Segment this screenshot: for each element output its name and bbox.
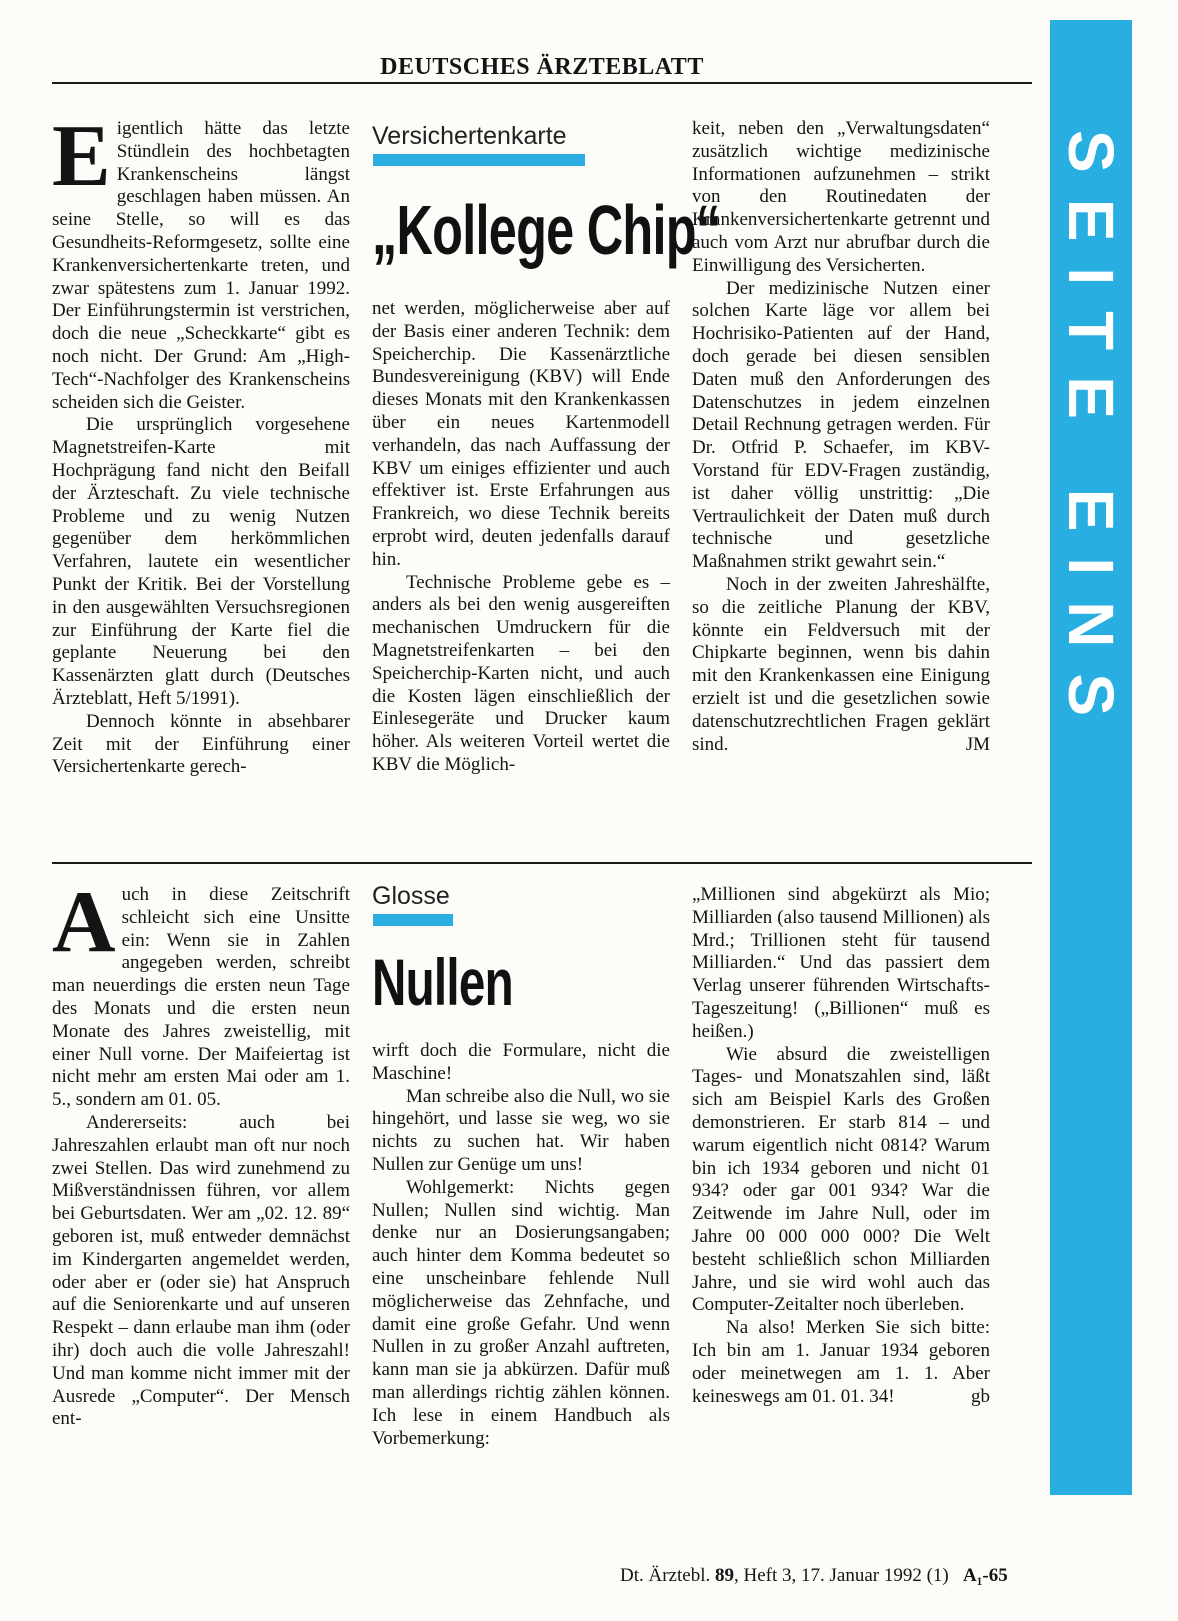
article2-column-2 [372, 1040, 670, 1450]
page-footer [620, 1565, 1080, 1587]
article1-column-2 [372, 298, 670, 777]
article2-col3-para-3-text: Na also! Merken Sie sich bitte: Ich bin am 1. Januar 1934 geboren oder meinetwegen am 1. 1. Aber keineswegs am 01. 01. 34! [692, 1317, 990, 1407]
article2-kicker-bar [373, 914, 453, 926]
article2-signature: gb [971, 1385, 990, 1407]
article2-column-3 [692, 884, 990, 1408]
article1-kicker: Versichertenkarte [372, 122, 567, 150]
article1-col3-para-3 [692, 574, 990, 756]
masthead: DEUTSCHES ÄRZTEBLATT [52, 52, 1032, 84]
article2-column-1 [52, 874, 350, 1431]
article1-col2-para-1: net werden, möglicherweise aber auf der Basis einer anderen Technik: dem Speicherchip. Die Kassenärztliche Bundesvereinigung (KBV) will Ende dieses Monats mit den Krankenkassen über ein neues Kartenmodell verhandeln, das nach Auffassung der KBV um einiges effizienter und auch effektiver ist. Erste Erfahrungen aus Frankreich, wo diese Technik bereits erprobt wird, deuten jedenfalls darauf hin. [372, 298, 670, 570]
article1-column-1 [52, 108, 350, 779]
article2-dropcap: A [52, 874, 116, 971]
article2-col2-para-2: Man schreibe also die Null, wo sie hingehört, und lasse sie weg, wo sie nichts zu suchen hat. Wir haben Nullen zur Genüge um uns! [372, 1085, 670, 1175]
article2-col3-para-1: „Millionen sind abgekürzt als Mio; Milliarden (also tausend Millionen) als Mrd.; Trillionen steht für tausend Milliarden.“ Und das passiert dem Verlag unserer führenden Wirtschafts-Tageszeitung! („Billionen“ muß es heißen.) [692, 884, 990, 1042]
article2-col2-para-1: wirft doch die Formulare, nicht die Maschine! [372, 1040, 670, 1084]
article1-headline: „Kollege Chip“ [372, 191, 721, 269]
article2-col1-para-2: Andererseits: auch bei Jahreszahlen erlaubt man oft nur noch zwei Stellen. Das wird zunehmend zu Mißverständnissen führen, vor allem bei Geburtsdaten. Wer am „02. 12. 89“ geboren ist, muß entweder demnächst im Kindergarten angemeldet werden, oder aber er (oder sie) hat Anspruch auf die Seniorenkarte und auf unseren Respekt – dann erlaube man ihm (oder ihr) doch auch die volle Jahreszahl! Und man komme nicht immer mit der Ausrede „Computer“. Der Mensch ent- [52, 1111, 350, 1430]
sidebar-banner [1050, 20, 1132, 1495]
footer-volume: 89 [714, 1565, 734, 1586]
article2-col2-para-3: Wohlgemerkt: Nichts gegen Nullen; Nullen sind wichtig. Man denke nur an Dosierungsangaben; auch hinter dem Komma bedeutet so eine unscheinbare fehlende Null möglicherweise das Zehnfache, und damit eine große Gefahr. Und wenn Nullen in zu großer Anzahl auftreten, kann man sie ja abkürzen. Dafür muß man allerdings richtig zählen können. Ich lese in einem Handbuch als Vorbemerkung: [372, 1176, 670, 1449]
article1-col1-para-3: Dennoch könnte in absehbarer Zeit mit der Einführung einer Versichertenkarte gerech- [52, 710, 350, 778]
article1-kicker-bar [373, 154, 585, 166]
article1-col3-para-3-text: Noch in der zweiten Jahreshälfte, so die zeitliche Planung der KBV, könnte ein Feldversuch mit der Chipkarte beginnen, wenn bis dahin mit den Krankenkassen eine Einigung erzielt ist und die gesetzlichen sowie datenschutzrechtlichen Fragen geklärt sind. [692, 573, 990, 755]
article1-col2-para-2: Technische Probleme gebe es – anders als bei den wenig ausgereiften mechanischen Umdruckern für die Magnetstreifenkarten – bei den Speicherchip-Karten nicht, und auch die Kosten lägen einschließlich der Einlesegeräte und Drucker kaum höher. Als weiteren Vorteil wertet die KBV die Möglich- [372, 571, 670, 775]
article1-col3-para-2: Der medizinische Nutzen einer solchen Karte läge vor allem bei Hochrisiko-Patienten auf der Hand, doch gerade bei diesen sensiblen Daten muß den Anforderungen des Datenschutzes in jedem einzelnen Detail Rechnung getragen werden. Für Dr. Otfrid P. Schaefer, im KBV-Vorstand für EDV-Fragen zuständig, ist daher völlig unstrittig: „Die Vertraulichkeit der Daten muß durch technische und gesetzliche Maßnahmen strikt gewahrt sein.“ [692, 277, 990, 573]
footer-journal: Dt. Ärztebl. [620, 1565, 711, 1586]
article1-signature: JM [965, 733, 990, 755]
article1-column-3 [692, 118, 990, 756]
article1-col3-para-1: keit, neben den „Verwaltungsdaten“ zusätzlich wichtige medizinische Informationen aufzunehmen – strikt von den Routinedaten der Krankenversichertenkarte getrennt und auch vom Arzt nur abrufbar durch die Einwilligung des Versicherten. [692, 118, 990, 276]
article2-col3-para-3 [692, 1317, 990, 1408]
article1-dropcap: E [52, 108, 111, 205]
article1-col1-para-1: igentlich hätte das letzte Stündlein des hochbetagten Krankenscheins längst geschlagen haben müssen. An seine Stelle, so will es das Gesundheits-Reformgesetz, sollte eine Krankenversichertenkarte treten, und zwar spätestens zum 1. Januar 1992. Der Einführungstermin ist verstrichen, doch die neue „Scheckkarte“ gibt es noch nicht. Der Grund: Am „High-Tech“-Nachfolger des Krankenscheins scheiden sich die Geister. [52, 118, 350, 413]
footer-issue: , Heft 3, 17. Januar 1992 (1) [733, 1565, 949, 1586]
article1-col1-para-2: Die ursprünglich vorgesehene Magnetstreifen-Karte mit Hochprägung fand nicht den Beifall der Ärzteschaft. Zu viele technische Probleme und zu wenig Nutzen gegenüber dem herkömmlichen Verfahren, lautete ein wesentlicher Punkt der Kritik. Bei der Vorstellung in den ausgewählten Versuchsregionen zur Einführung der Karte fiel die geplante Neuerung bei den Kassenärzten glatt durch (Deutsches Ärzteblatt, Heft 5/1991). [52, 414, 350, 709]
section-divider [52, 862, 1032, 864]
footer-page-number: A₁-65 [963, 1565, 1008, 1586]
article2-kicker: Glosse [372, 882, 450, 910]
sidebar-label: SEITE EINS [1055, 130, 1127, 743]
article2-headline: Nullen [372, 945, 513, 1019]
article2-col3-para-2: Wie absurd die zweistelligen Tages- und Monatszahlen sind, läßt sich am Beispiel Karls des Großen demonstrieren. Er starb 814 – und warum eigentlich nicht 0814? Warum bin ich 1934 geboren und nicht 01 934? oder gar 001 934? War die Zeitwende im Jahre Null, oder im Jahre 00 000 000 000? Die Welt besteht schließlich schon Milliarden Jahre, und sie wird wohl auch das Computer-Zeitalter noch überleben. [692, 1043, 990, 1316]
article2-col1-para-1: uch in diese Zeitschrift schleicht sich eine Unsitte ein: Wenn sie in Zahlen angegeben werden, schreibt man neuerdings die ersten neun Tage des Monats und die ersten neun Monate des Jahres zweistellig, mit einer Null vorne. Der Maifeiertag ist nicht mehr am ersten Mai oder am 1. 5., sondern am 01. 05. [52, 884, 350, 1111]
